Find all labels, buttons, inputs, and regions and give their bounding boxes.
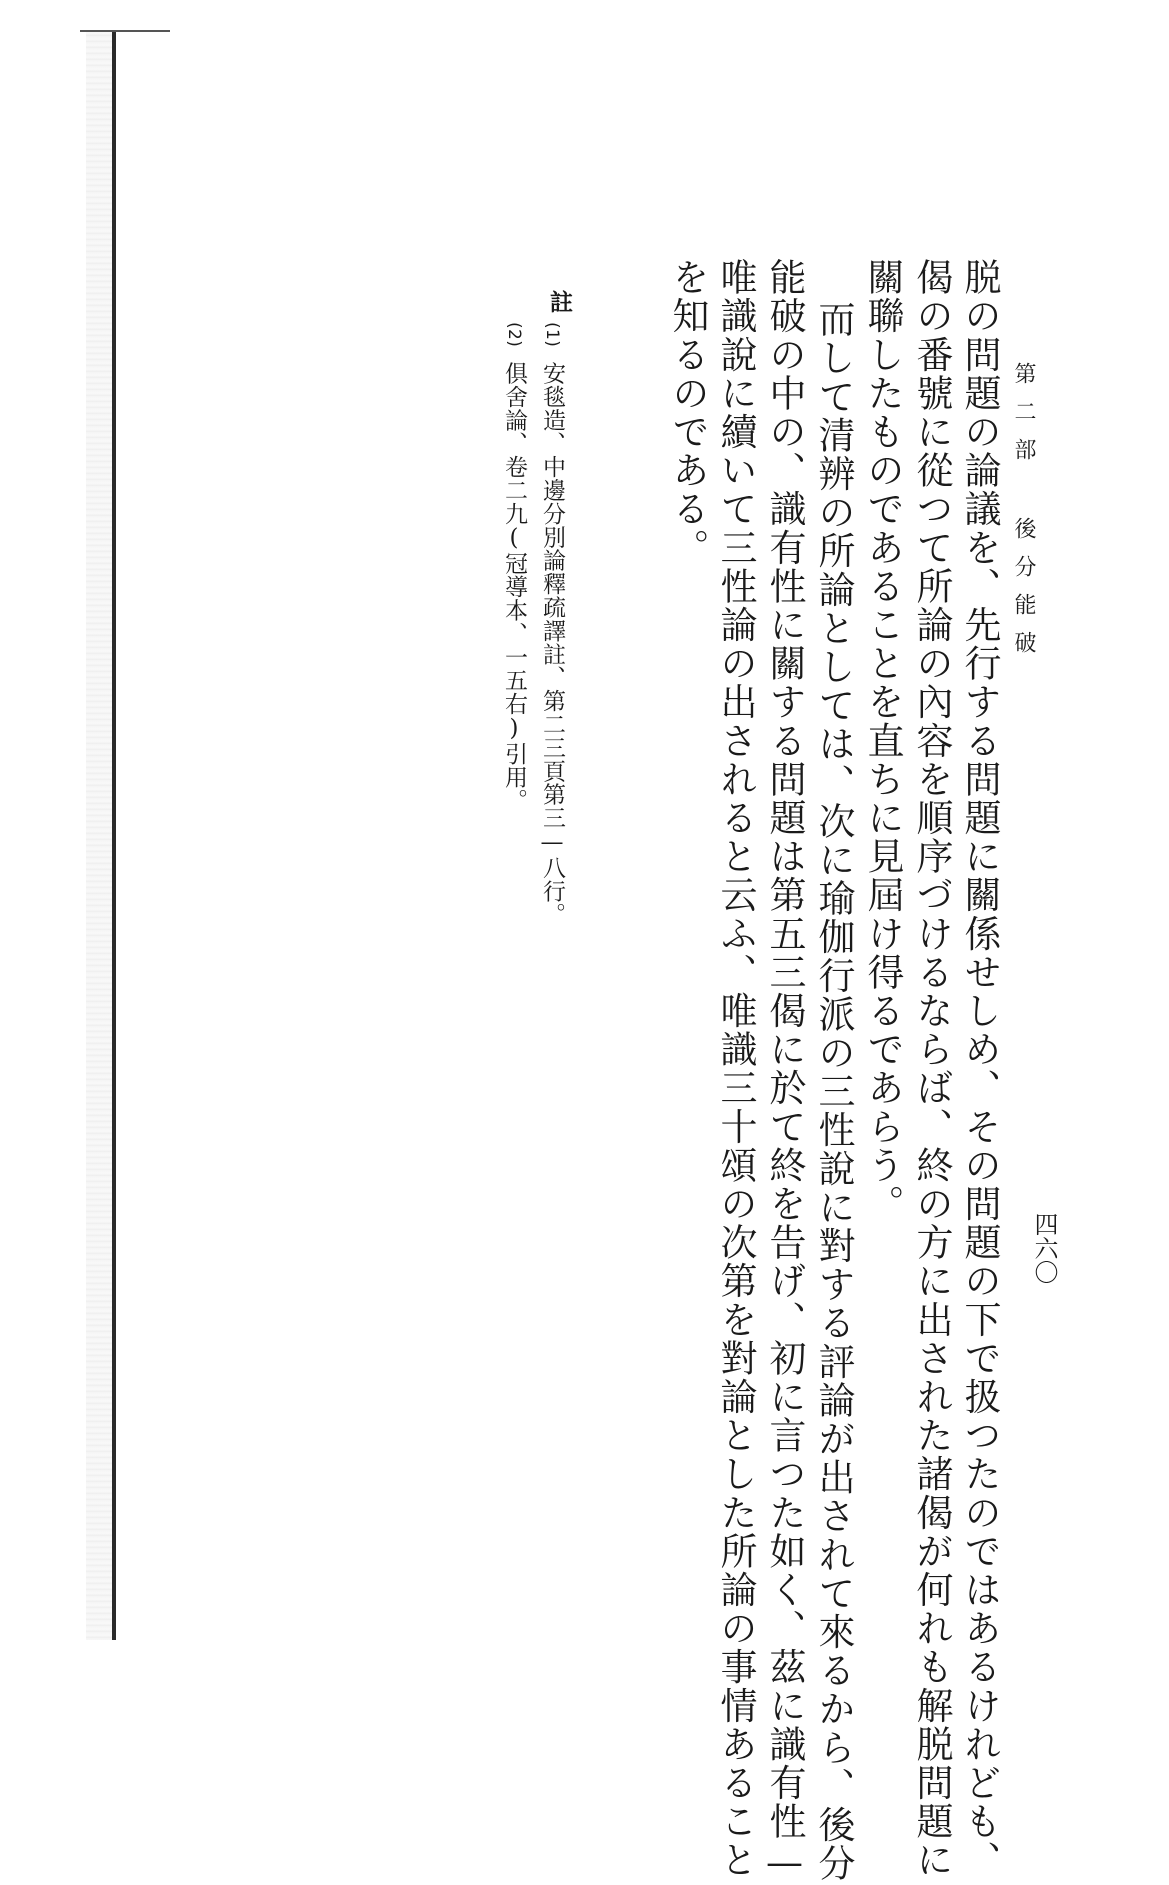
footnote-1: [540, 322, 563, 926]
running-section-title: 第二部 後分能破: [1011, 362, 1036, 669]
notes-label: 註: [546, 290, 573, 314]
page-number: 四六〇: [1030, 1212, 1058, 1284]
body-text-line: 而して清辨の所論としては、次に瑜伽行派の三性說に對する評論が出されて來るから、後分: [812, 300, 855, 1883]
footnote-number: (2): [504, 322, 524, 348]
footnote-text: 安毯造、中邊分別論釋疏譯註、第二三頁第三—八行。: [539, 361, 565, 926]
body-text-line: を知るのである。: [666, 258, 709, 567]
footnote-2: [502, 322, 525, 812]
body-text-line: 唯識說に續いて三性論の出されると云ふ、唯識三十頌の次第を對論とした所論の事情あること: [714, 258, 757, 1880]
page-binding-edge: [112, 30, 116, 1640]
top-edge-rule: [80, 30, 170, 32]
footnote-number: (1): [542, 322, 562, 348]
body-text-line: 關聯したものであることを直ちに見屆け得るであらう。: [861, 258, 904, 1223]
body-text-line: 偈の番號に從つて所論の內容を順序づけるならば、終の方に出された諸偈が何れも解脱問題に: [910, 258, 953, 1880]
footnote-text: 俱舍論、卷二九(冠導本、一五右)引用。: [501, 361, 527, 812]
body-text-line: 能破の中の、識有性に關する問題は第五三偈に於て終を告げ、初に言つた如く、茲に識有性—: [763, 258, 806, 1885]
binding-shadow: [86, 30, 112, 1640]
body-text-line: 脱の問題の論議を、先行する問題に關係せしめ、その問題の下で扱つたのではあるけれども、: [958, 258, 1001, 1880]
